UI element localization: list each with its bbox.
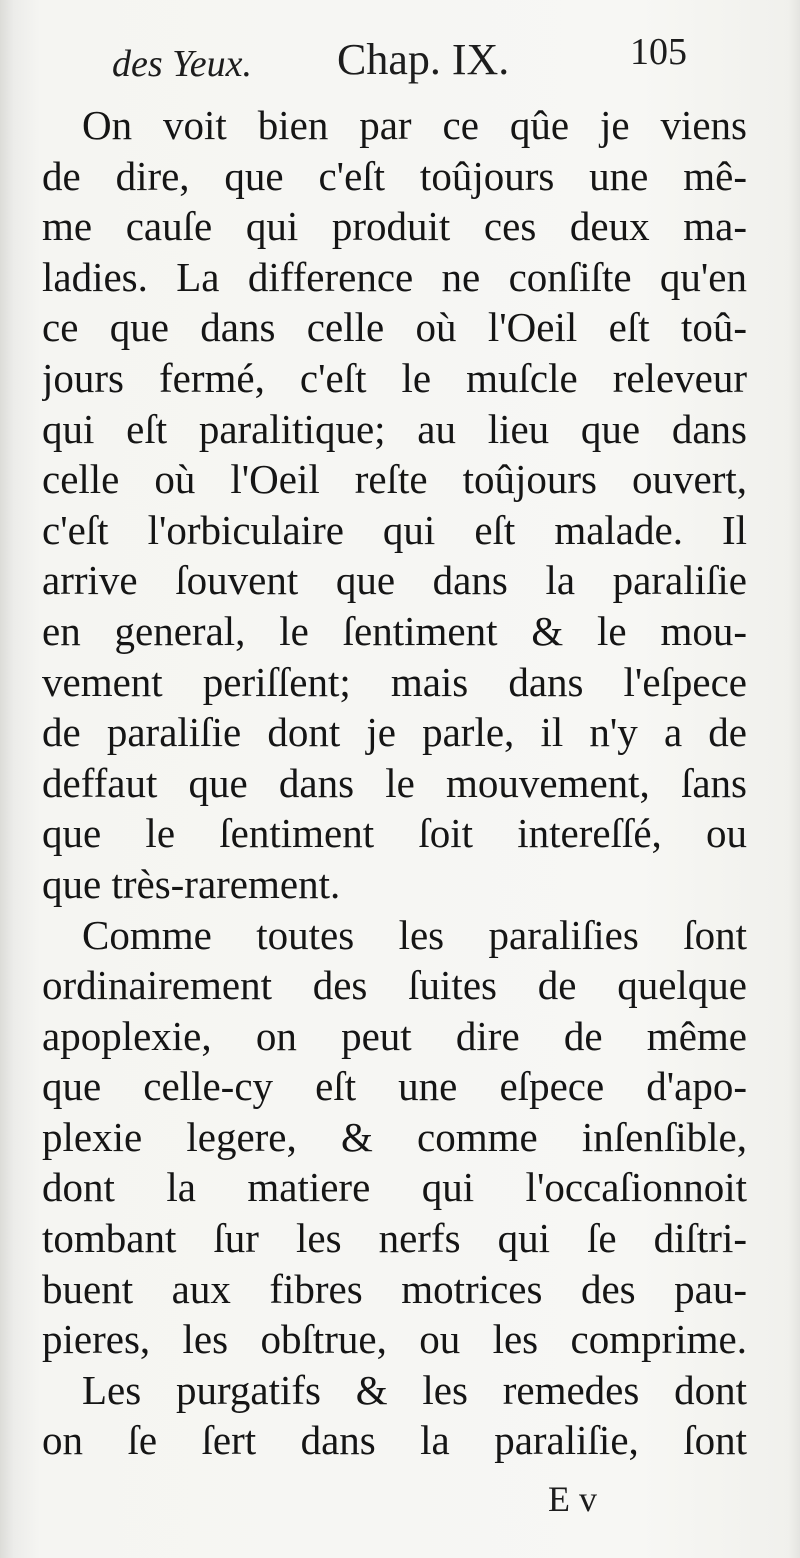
text-line: ce que dans celle où l'Oeil eſt toû- <box>42 304 747 351</box>
text-line: que celle-cy eſt une eſpece d'apo- <box>42 1063 747 1110</box>
text-line: tombant ſur les nerfs qui ſe diſtri- <box>42 1215 747 1262</box>
text-line: en general, le ſentiment & le mou- <box>42 607 747 654</box>
page-header <box>112 28 732 98</box>
text-line: plexie legere, & comme inſenſible, <box>42 1113 747 1160</box>
text-line: dont la matiere qui l'occaſionnoit <box>42 1164 747 1211</box>
page-number: 105 <box>630 31 687 73</box>
text-line: vement periſſent; mais dans l'eſpece <box>42 658 747 705</box>
text-line: apoplexie, on peut dire de même <box>42 1012 747 1059</box>
text-line: Comme toutes les paraliſies ſont <box>82 911 747 958</box>
text-line: celle où l'Oeil reſte toûjours ouvert, <box>42 456 747 503</box>
text-line: buent aux fibres motrices des pau- <box>42 1265 747 1312</box>
running-title: des Yeux. <box>112 43 253 85</box>
text-line: que très-rarement. <box>42 860 341 907</box>
text-line: c'eſt l'orbiculaire qui eſt malade. Il <box>42 506 747 553</box>
text-line: de paraliſie dont je parle, il n'y a de <box>42 709 747 756</box>
text-line: on ſe ſert dans la paraliſie, ſont <box>42 1417 747 1464</box>
page-edge-shadow <box>788 0 800 1558</box>
text-line: arrive ſouvent que dans la paraliſie <box>42 557 747 604</box>
text-line: deffaut que dans le mouvement, ſans <box>42 759 747 806</box>
text-line: pieres, les obſtrue, ou les comprime. <box>42 1316 747 1363</box>
text-line: de dire, que c'eſt toûjours une mê- <box>42 152 747 199</box>
text-line: On voit bien par ce qûe je viens <box>82 102 747 148</box>
text-line: que le ſentiment ſoit intereſſé, ou <box>42 810 747 857</box>
text-line: ordinairement des ſuites de quelque <box>42 962 747 1009</box>
text-line: qui eſt paralitique; au lieu que dans <box>42 405 747 452</box>
signature-mark: E v <box>548 1479 597 1519</box>
text-line: Les purgatifs & les remedes dont <box>82 1366 747 1413</box>
chapter-heading: Chap. IX. <box>337 35 510 84</box>
text-line: me cauſe qui produit ces deux ma- <box>42 203 747 250</box>
text-line: ladies. La difference ne conſiſte qu'en <box>42 253 747 300</box>
text-line: jours fermé, c'eſt le muſcle releveur <box>42 354 747 401</box>
body-text <box>42 100 747 1466</box>
